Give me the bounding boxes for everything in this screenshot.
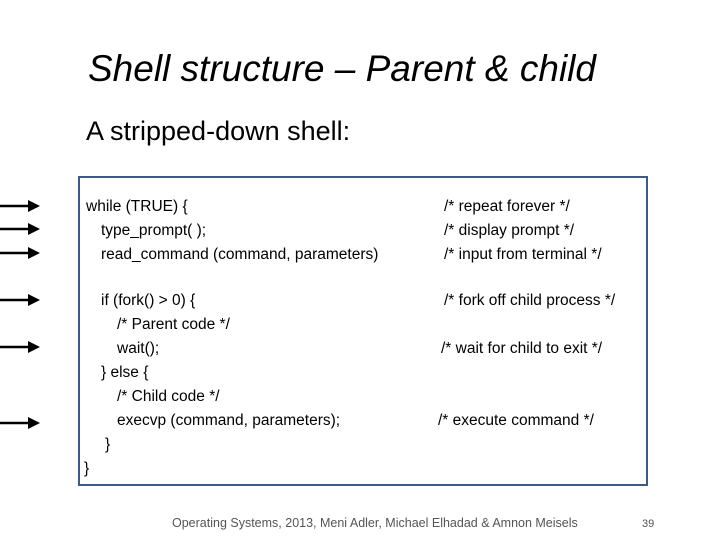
code-comment: /* display prompt */ (444, 222, 575, 239)
code-line: wait(); (117, 340, 160, 357)
code-comment: /* fork off child process */ (444, 292, 616, 309)
right-arrow-icon (0, 246, 40, 260)
code-line: execvp (command, parameters); (117, 412, 341, 429)
code-line: } else { (101, 364, 149, 381)
slide-title: Shell structure – Parent & child (88, 48, 596, 89)
right-arrow-icon (0, 293, 40, 307)
code-line: } (84, 460, 90, 477)
code-line: read_command (command, parameters) (101, 246, 379, 263)
right-arrow-icon (0, 340, 40, 354)
code-comment: /* repeat forever */ (444, 198, 570, 215)
code-line: type_prompt( ); (101, 222, 207, 239)
code-comment: /* wait for child to exit */ (441, 340, 603, 357)
code-line: } (105, 436, 111, 453)
code-comment: /* execute command */ (438, 412, 594, 429)
right-arrow-icon (0, 199, 40, 213)
code-comment: /* input from terminal */ (444, 246, 602, 263)
right-arrow-icon (0, 416, 40, 430)
code-line: /* Child code */ (117, 388, 220, 405)
page-number: 39 (642, 518, 655, 530)
code-line: /* Parent code */ (117, 316, 230, 333)
right-arrow-icon (0, 222, 40, 236)
code-line: if (fork() > 0) { (101, 292, 196, 309)
slide-footer: Operating Systems, 2013, Meni Adler, Michael Elhadad & Amnon Meisels (172, 516, 578, 530)
slide-subtitle: A stripped-down shell: (86, 116, 351, 146)
code-line: while (TRUE) { (86, 198, 188, 215)
